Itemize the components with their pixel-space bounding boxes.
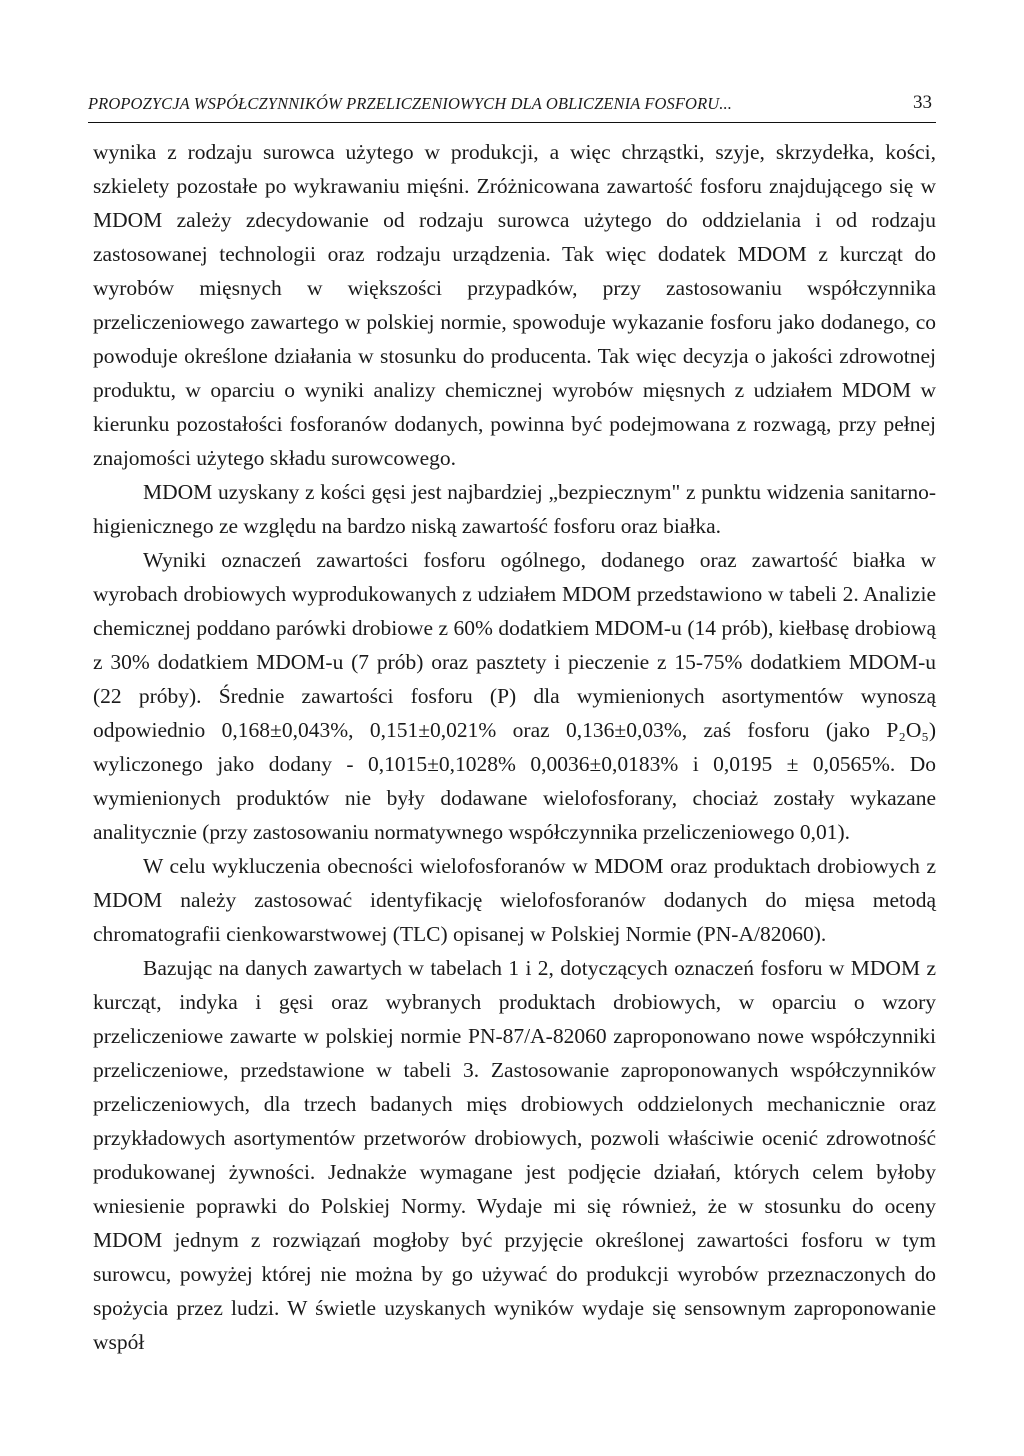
paragraph-3: Wyniki oznaczeń zawartości fosforu ogólnego, dodanego oraz zawartość białka w wyrobach drobiowych wyprodukowanych z udziałem MDOM przedstawiono w tabeli 2. Analizie chemicznej poddano parówki drobiowe z 60% dodatkiem MDOM-u (14 prób), kiełbasę drobiową z 30% dodatkiem MDOM-u (7 prób) oraz pasztety i pieczenie z 15-75% dodatkiem MDOM-u (22 próby). Średnie zawartości fosforu (P) dla wymienionych asortymentów wynoszą odpowiednio 0,168±0,043%, 0,151±0,021% oraz 0,136±0,03%, zaś fosforu (jako P₂O₅) wyliczonego jako dodany - 0,1015±0,1028% 0,0036±0,0183% i 0,0195 ± 0,0565%. Do wymienionych produktów nie były dodawane wielofosforany, chociaż zostały wykazane analitycznie (przy zastosowaniu normatywnego współczynnika przeliczeniowego 0,01). bbox=[93, 548, 936, 844]
paragraph-5: Bazując na danych zawartych w tabelach 1 i 2, dotyczących oznaczeń fosforu w MDOM z kurcząt, indyka i gęsi oraz wybranych produktach drobiowych, w oparciu o wzory przeliczeniowe zawarte w polskiej normie PN-87/A-82060 zaproponowano nowe współczynniki przeliczeniowe, przedstawione w tabeli 3. Zastosowanie zaproponowanych współczynników przeliczeniowych, dla trzech badanych mięs drobiowych oddzielonych mechanicznie oraz przykładowych asortymentów przetworów drobiowych, pozwoli właściwie ocenić zdrowotność produkowanej żywności. Jednakże wymagane jest podjęcie działań, których celem byłoby wniesienie poprawki do Polskiej Normy. Wydaje mi się również, że w stosunku do oceny MDOM jednym z rozwiązań mogłoby być przyjęcie określonej zawartości fosforu w tym surowcu, powyżej której nie można by go używać do produkcji wyrobów przeznaczonych do spożycia przez ludzi. W świetle uzyskanych wyników wydaje się sensownym zaproponowanie współ bbox=[93, 956, 936, 1354]
page-number: 33 bbox=[913, 92, 932, 113]
body-text bbox=[93, 135, 936, 1359]
paragraph-1: wynika z rodzaju surowca użytego w produkcji, a więc chrząstki, szyje, skrzydełka, kości, szkielety pozostałe po wykrawaniu mięśni. Zróżnicowana zawartość fosforu znajdującego się w MDOM zależy zdecydowanie od rodzaju surowca użytego do oddzielania i od rodzaju zastosowanej technologii oraz rodzaju urządzenia. Tak więc dodatek MDOM z kurcząt do wyrobów mięsnych w większości przypadków, przy zastosowaniu współczynnika przeliczeniowego zawartego w polskiej normie, spowoduje wykazanie fosforu jako dodanego, co powoduje określone działania w stosunku do producenta. Tak więc decyzja o jakości zdrowotnej produktu, w oparciu o wyniki analizy chemicznej wyrobów mięsnych z udziałem MDOM w kierunku pozostałości fosforanów dodanych, powinna być podejmowana z rozwagą, przy pełnej znajomości użytego składu surowcowego. bbox=[93, 140, 936, 470]
header-title: PROPOZYCJA WSPÓŁCZYNNIKÓW PRZELICZENIOWYCH DLA OBLICZENIA FOSFORU... bbox=[88, 94, 732, 113]
paragraph-2: MDOM uzyskany z kości gęsi jest najbardziej „bezpiecznym" z punktu widzenia sanitarno-higienicznego ze względu na bardzo niską zawartość fosforu oraz białka. bbox=[93, 480, 936, 538]
running-header bbox=[88, 92, 936, 123]
paragraph-4: W celu wykluczenia obecności wielofosforanów w MDOM oraz produktach drobiowych z MDOM należy zastosować identyfikację wielofosforanów dodanych do mięsa metodą chromatografii cienkowarstwowej (TLC) opisanej w Polskiej Normie (PN-A/82060). bbox=[93, 854, 936, 946]
